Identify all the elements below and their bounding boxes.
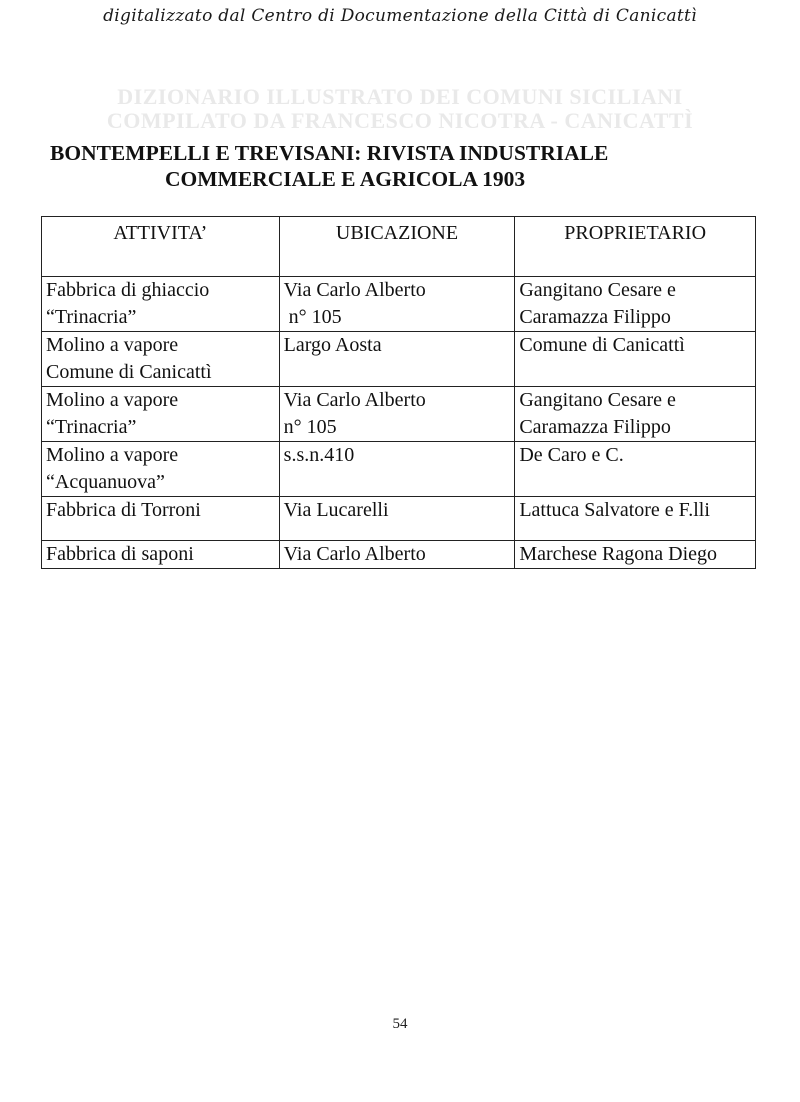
table-row bbox=[42, 497, 756, 541]
cell-text: s.s.n.410 bbox=[283, 444, 355, 466]
table-header-row bbox=[42, 217, 756, 277]
businesses-table bbox=[41, 216, 756, 569]
header-attivita: ATTIVITA’ bbox=[42, 217, 280, 277]
ubicazione-cell bbox=[279, 332, 515, 387]
ubicazione-cell bbox=[279, 387, 515, 442]
title-line-2: COMMERCIALE E AGRICOLA 1903 bbox=[165, 167, 526, 191]
cell-text: “Trinacria” bbox=[46, 416, 137, 438]
page-number: 54 bbox=[392, 1016, 408, 1032]
attivita-cell bbox=[42, 332, 280, 387]
cell-text: “Trinacria” bbox=[46, 306, 137, 328]
cell-text: Fabbrica di saponi bbox=[46, 543, 194, 565]
attivita-cell bbox=[42, 387, 280, 442]
digitization-watermark: digitalizzato dal Centro di Documentazione della Città di Canicattì bbox=[103, 6, 697, 26]
cell-text: “Acquanuova” bbox=[46, 471, 165, 493]
attivita-cell bbox=[42, 442, 280, 497]
cell-text: Comune di Canicattì bbox=[519, 334, 685, 356]
cell-text: Gangitano Cesare e bbox=[519, 389, 676, 411]
document-title bbox=[0, 140, 800, 192]
bleed-through-heading-line-2: COMPILATO DA FRANCESCO NICOTRA - CANICATTÌ bbox=[106, 108, 694, 133]
cell-text: Via Lucarelli bbox=[283, 499, 389, 521]
cell-text: Molino a vapore bbox=[46, 389, 179, 411]
cell-text: Largo Aosta bbox=[283, 334, 382, 356]
table-row bbox=[42, 387, 756, 442]
attivita-cell bbox=[42, 277, 280, 332]
cell-text: Via Carlo Alberto bbox=[283, 543, 426, 565]
cell-text: De Caro e C. bbox=[519, 444, 624, 466]
ubicazione-cell bbox=[279, 442, 515, 497]
proprietario-cell bbox=[515, 277, 756, 332]
table-row bbox=[42, 332, 756, 387]
cell-text: Via Carlo Alberto bbox=[283, 279, 426, 301]
attivita-cell bbox=[42, 497, 280, 541]
proprietario-cell bbox=[515, 442, 756, 497]
proprietario-cell bbox=[515, 387, 756, 442]
table-row bbox=[42, 541, 756, 569]
header-ubicazione: UBICAZIONE bbox=[279, 217, 515, 277]
proprietario-cell bbox=[515, 332, 756, 387]
cell-text: Gangitano Cesare e bbox=[519, 279, 676, 301]
cell-text: n° 105 bbox=[283, 416, 337, 438]
cell-text: Caramazza Filippo bbox=[519, 306, 671, 328]
cell-text: Caramazza Filippo bbox=[519, 416, 671, 438]
cell-text: Molino a vapore bbox=[46, 444, 179, 466]
cell-text: Fabbrica di ghiaccio bbox=[46, 279, 210, 301]
table-row bbox=[42, 442, 756, 497]
proprietario-cell bbox=[515, 497, 756, 541]
title-line-1: BONTEMPELLI E TREVISANI: RIVISTA INDUSTRIALE bbox=[50, 141, 609, 165]
cell-text: Via Carlo Alberto bbox=[283, 389, 426, 411]
cell-text: Lattuca Salvatore e F.lli bbox=[519, 499, 710, 521]
cell-text: Comune di Canicattì bbox=[46, 361, 212, 383]
bleed-through-heading-line-1: DIZIONARIO ILLUSTRATO DEI COMUNI SICILIANI bbox=[117, 84, 683, 109]
attivita-cell bbox=[42, 541, 280, 569]
cell-text: n° 105 bbox=[283, 306, 342, 328]
cell-text: Marchese Ragona Diego bbox=[519, 543, 718, 565]
ubicazione-cell bbox=[279, 277, 515, 332]
ubicazione-cell bbox=[279, 497, 515, 541]
proprietario-cell bbox=[515, 541, 756, 569]
cell-text: Molino a vapore bbox=[46, 334, 179, 356]
table-row bbox=[42, 277, 756, 332]
header-proprietario: PROPRIETARIO bbox=[515, 217, 756, 277]
ubicazione-cell bbox=[279, 541, 515, 569]
cell-text: Fabbrica di Torroni bbox=[46, 499, 201, 521]
